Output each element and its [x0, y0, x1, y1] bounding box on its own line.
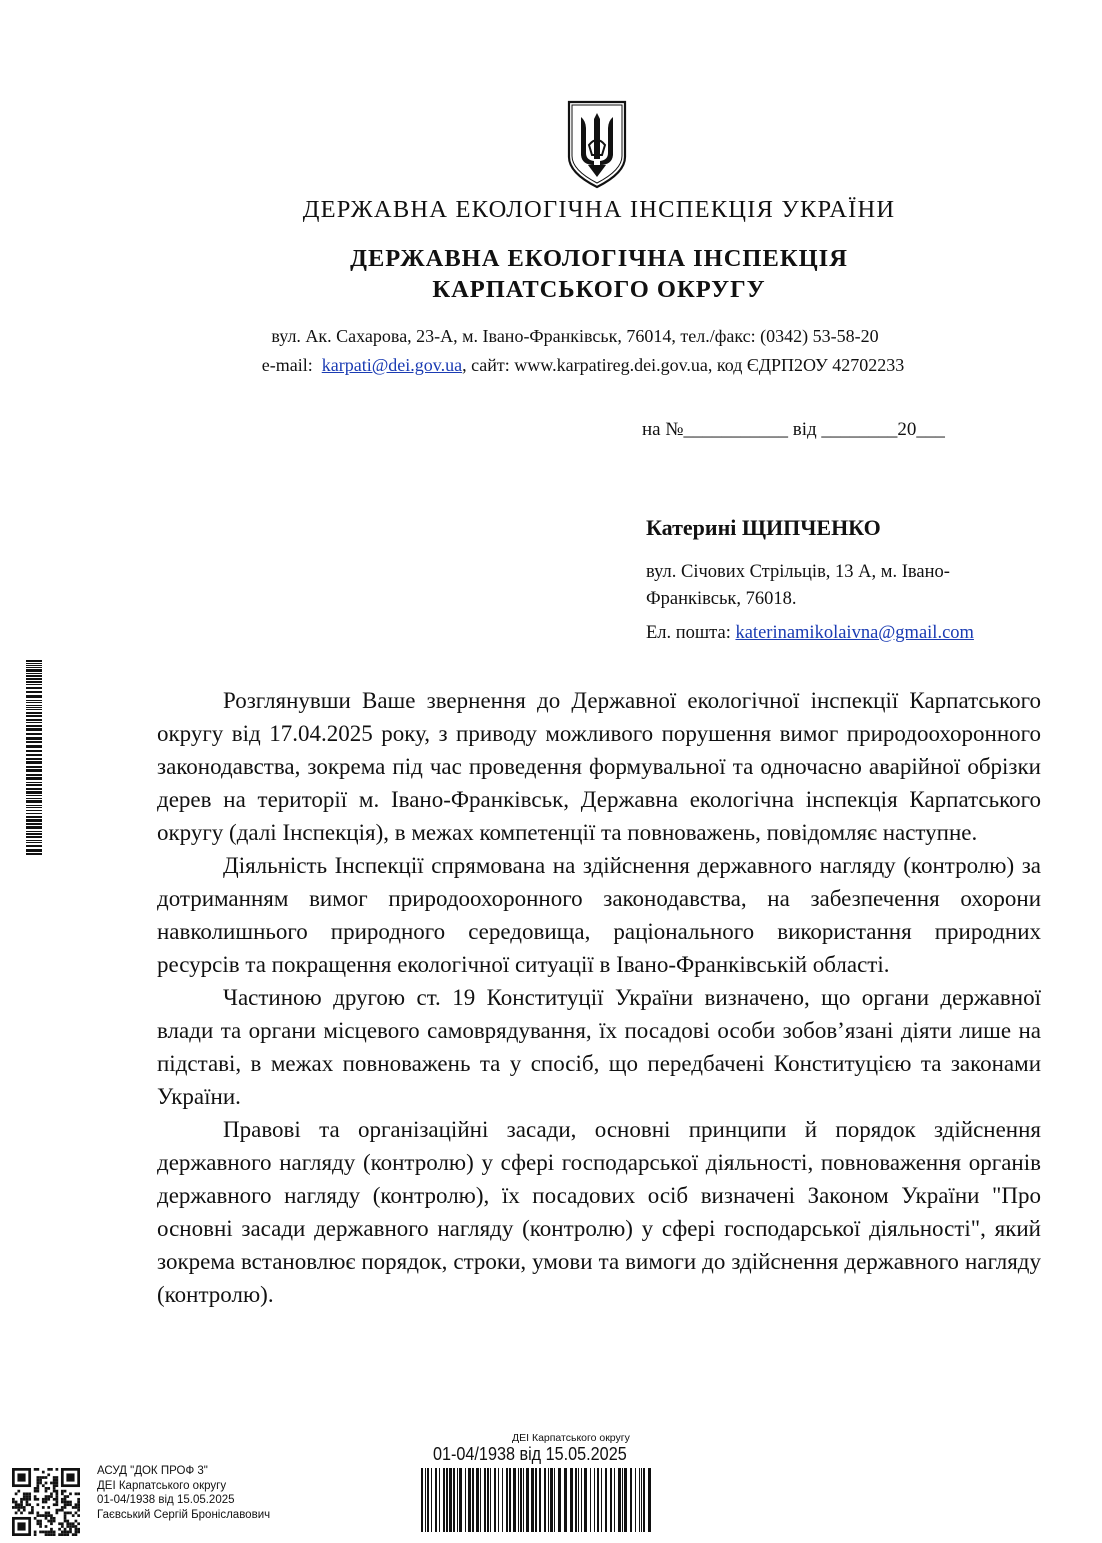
organization-email-link[interactable]: karpati@dei.gov.ua — [321, 355, 463, 375]
asud-signature-block — [97, 1464, 270, 1522]
site-and-code: , сайт: www.karpatireg.dei.gov.ua, код ЄДРП2ОУ 42702233 — [462, 355, 905, 375]
registration-stamp-number: 01-04/1938 від 15.05.2025 — [433, 1444, 627, 1464]
organization-name-line1: ДЕРЖАВНА ЕКОЛОГІЧНА ІНСПЕКЦІЯ — [350, 245, 848, 272]
recipient-address: вул. Січових Стрільців, 13 А, м. Івано-Франківськ, 76018. — [646, 562, 950, 609]
coat-of-arms-icon — [564, 99, 630, 189]
registration-stamp-org: ДЕІ Карпатського округу — [512, 1432, 630, 1444]
body-paragraph-3: Частиною другою ст. 19 Конституції України визначено, що органи державної влади та органи місцевого самоврядування, їх посадові особи зобов’язані діяти лише на підставі, в межах повноважень та у спосіб, що передбачені Конституцією та законами України. — [157, 985, 1041, 1109]
recipient-name: Катерині ЩИПЧЕНКО — [646, 515, 881, 540]
registration-barcode-icon — [403, 1468, 653, 1538]
reference-line: на №___________ від ________20___ — [642, 419, 945, 440]
asud-line-4: Гаєвський Сергій Броніславович — [97, 1508, 271, 1521]
asud-line-2: ДЕІ Карпатського округу — [97, 1479, 227, 1492]
side-barcode-icon — [24, 640, 44, 870]
asud-line-3: 01-04/1938 від 15.05.2025 — [97, 1494, 235, 1506]
body-paragraph-1: Розглянувши Ваше звернення до Державної екологічної інспекції Карпатського округу від 17.04.2025 року, з приводу можливого порушення вимог природоохоронного законодавства, зокрема під час проведення формувальної та одночасно аварійної обрізки дерев на території м. Івано-Франківськ, Державна екологічна інспекція Карпатського округу (далі Інспекція), в межах компетенції та повноважень, повідомляє наступне. — [157, 688, 1041, 845]
body-paragraph-2: Діяльність Інспекції спрямована на здійснення державного нагляду (контролю) за дотриманням вимог природоохоронного законодавства, на забезпечення охорони навколишнього природного середовища, раціонального використання природних ресурсів та покращення екологічної ситуації в Івано-Франківській області. — [157, 853, 1041, 977]
organization-address: вул. Ак. Сахарова, 23-А, м. Івано-Франківськ, 76014, тел./факс: (0342) 53-58-20 — [271, 326, 879, 346]
organization-name-line2: КАРПАТСЬКОГО ОКРУГУ — [432, 276, 766, 303]
letter-body — [157, 684, 1041, 1311]
body-paragraph-4: Правові та організаційні засади, основні принципи й порядок здійснення державного нагляду (контролю) у сфері господарської діяльності, повноваження органів державного нагляду (контролю), їх посадових осіб визначені Законом України "Про основні засади державного нагляду (контролю) у сфері господарської діяльності", який зокрема встановлює порядок, строки, умови та вимоги до здійснення державного нагляду (контролю). — [157, 1117, 1041, 1307]
qr-code-icon — [12, 1468, 80, 1536]
recipient-email-label: Ел. пошта: — [646, 623, 736, 643]
parent-organization: ДЕРЖАВНА ЕКОЛОГІЧНА ІНСПЕКЦІЯ УКРАЇНИ — [302, 196, 896, 223]
email-label: e-mail: — [261, 355, 313, 375]
recipient-email-link[interactable]: katerinamikolaivna@gmail.com — [735, 623, 974, 643]
recipient-email-line — [646, 623, 974, 644]
organization-contacts — [0, 355, 1102, 376]
asud-line-1: АСУД "ДОК ПРОФ 3" — [97, 1465, 208, 1477]
